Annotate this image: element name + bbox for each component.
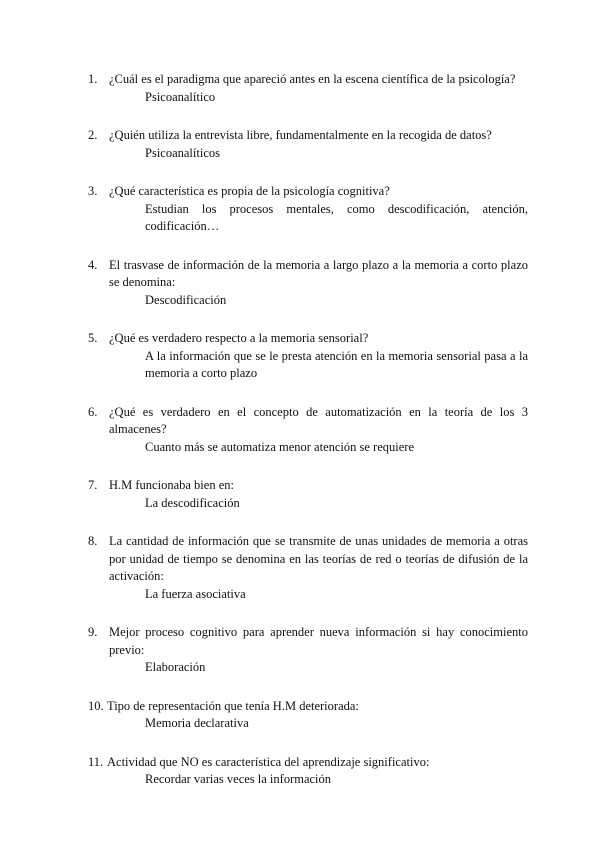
question-item-8 [0, 533, 600, 603]
question-number: 9. [88, 625, 98, 639]
question-item-2 [0, 127, 600, 162]
answer-text: Recordar varias veces la información [145, 772, 332, 786]
question-text: La cantidad de información que se transmite de unas unidades de memoria a otras por unidad de tiempo se denomina en las teorías de red o teorías de difusión de la activación: [109, 534, 528, 583]
question-item-5 [0, 330, 600, 383]
answer-text: Memoria declarativa [145, 716, 249, 730]
question-item-1 [0, 71, 600, 106]
question-item-7 [0, 477, 600, 512]
answer-text: Elaboración [145, 660, 206, 674]
answer-text: Psicoanalítico [145, 89, 216, 104]
question-number: 5. [88, 331, 98, 345]
question-text: Tipo de representación que tenía H.M deteriorada: [107, 698, 359, 713]
question-text: Mejor proceso cognitivo para aprender nueva información si hay conocimiento previo: [109, 625, 528, 657]
question-number: 4. [88, 257, 98, 272]
question-item-10 [0, 698, 600, 733]
question-item-11 [0, 754, 600, 789]
question-list [0, 71, 600, 810]
answer-text: Estudian los procesos mentales, como descodificación, atención, codificación… [145, 201, 528, 233]
question-text: ¿Qué es verdadero respecto a la memoria sensorial? [109, 331, 369, 345]
question-number: 10. [88, 698, 104, 713]
answer-text: La fuerza asociativa [145, 586, 246, 601]
question-number: 2. [88, 128, 98, 142]
question-number: 8. [88, 534, 98, 548]
question-text: ¿Qué característica es propia de la psicología cognitiva? [109, 184, 390, 198]
question-number: 11. [88, 754, 104, 769]
question-number: 3. [88, 184, 98, 198]
answer-text: A la información que se le presta atención en la memoria sensorial pasa a la memoria a corto plazo [145, 348, 528, 380]
question-item-9 [0, 624, 600, 677]
answer-text: Descodificación [145, 292, 227, 307]
question-number: 7. [88, 478, 98, 492]
question-item-6 [0, 404, 600, 457]
question-number: 6. [88, 404, 98, 419]
question-text: ¿Cuál es el paradigma que apareció antes en la escena científica de la psicología? [109, 72, 516, 86]
question-text: H.M funcionaba bien en: [109, 478, 234, 492]
question-item-4 [0, 257, 600, 310]
answer-text: La descodificación [145, 495, 240, 510]
question-item-3 [0, 183, 600, 236]
question-text: Actividad que NO es característica del aprendizaje significativo: [107, 754, 430, 769]
question-number: 1. [88, 72, 98, 86]
answer-text: Psicoanalíticos [145, 145, 220, 160]
question-text: El trasvase de información de la memoria a largo plazo a la memoria a corto plazo se denomina: [109, 257, 528, 289]
question-text: ¿Qué es verdadero en el concepto de automatización en la teoría de los 3 almacenes? [109, 404, 528, 436]
question-text: ¿Quién utiliza la entrevista libre, fundamentalmente en la recogida de datos? [109, 128, 492, 142]
answer-text: Cuanto más se automatiza menor atención se requiere [145, 439, 414, 454]
